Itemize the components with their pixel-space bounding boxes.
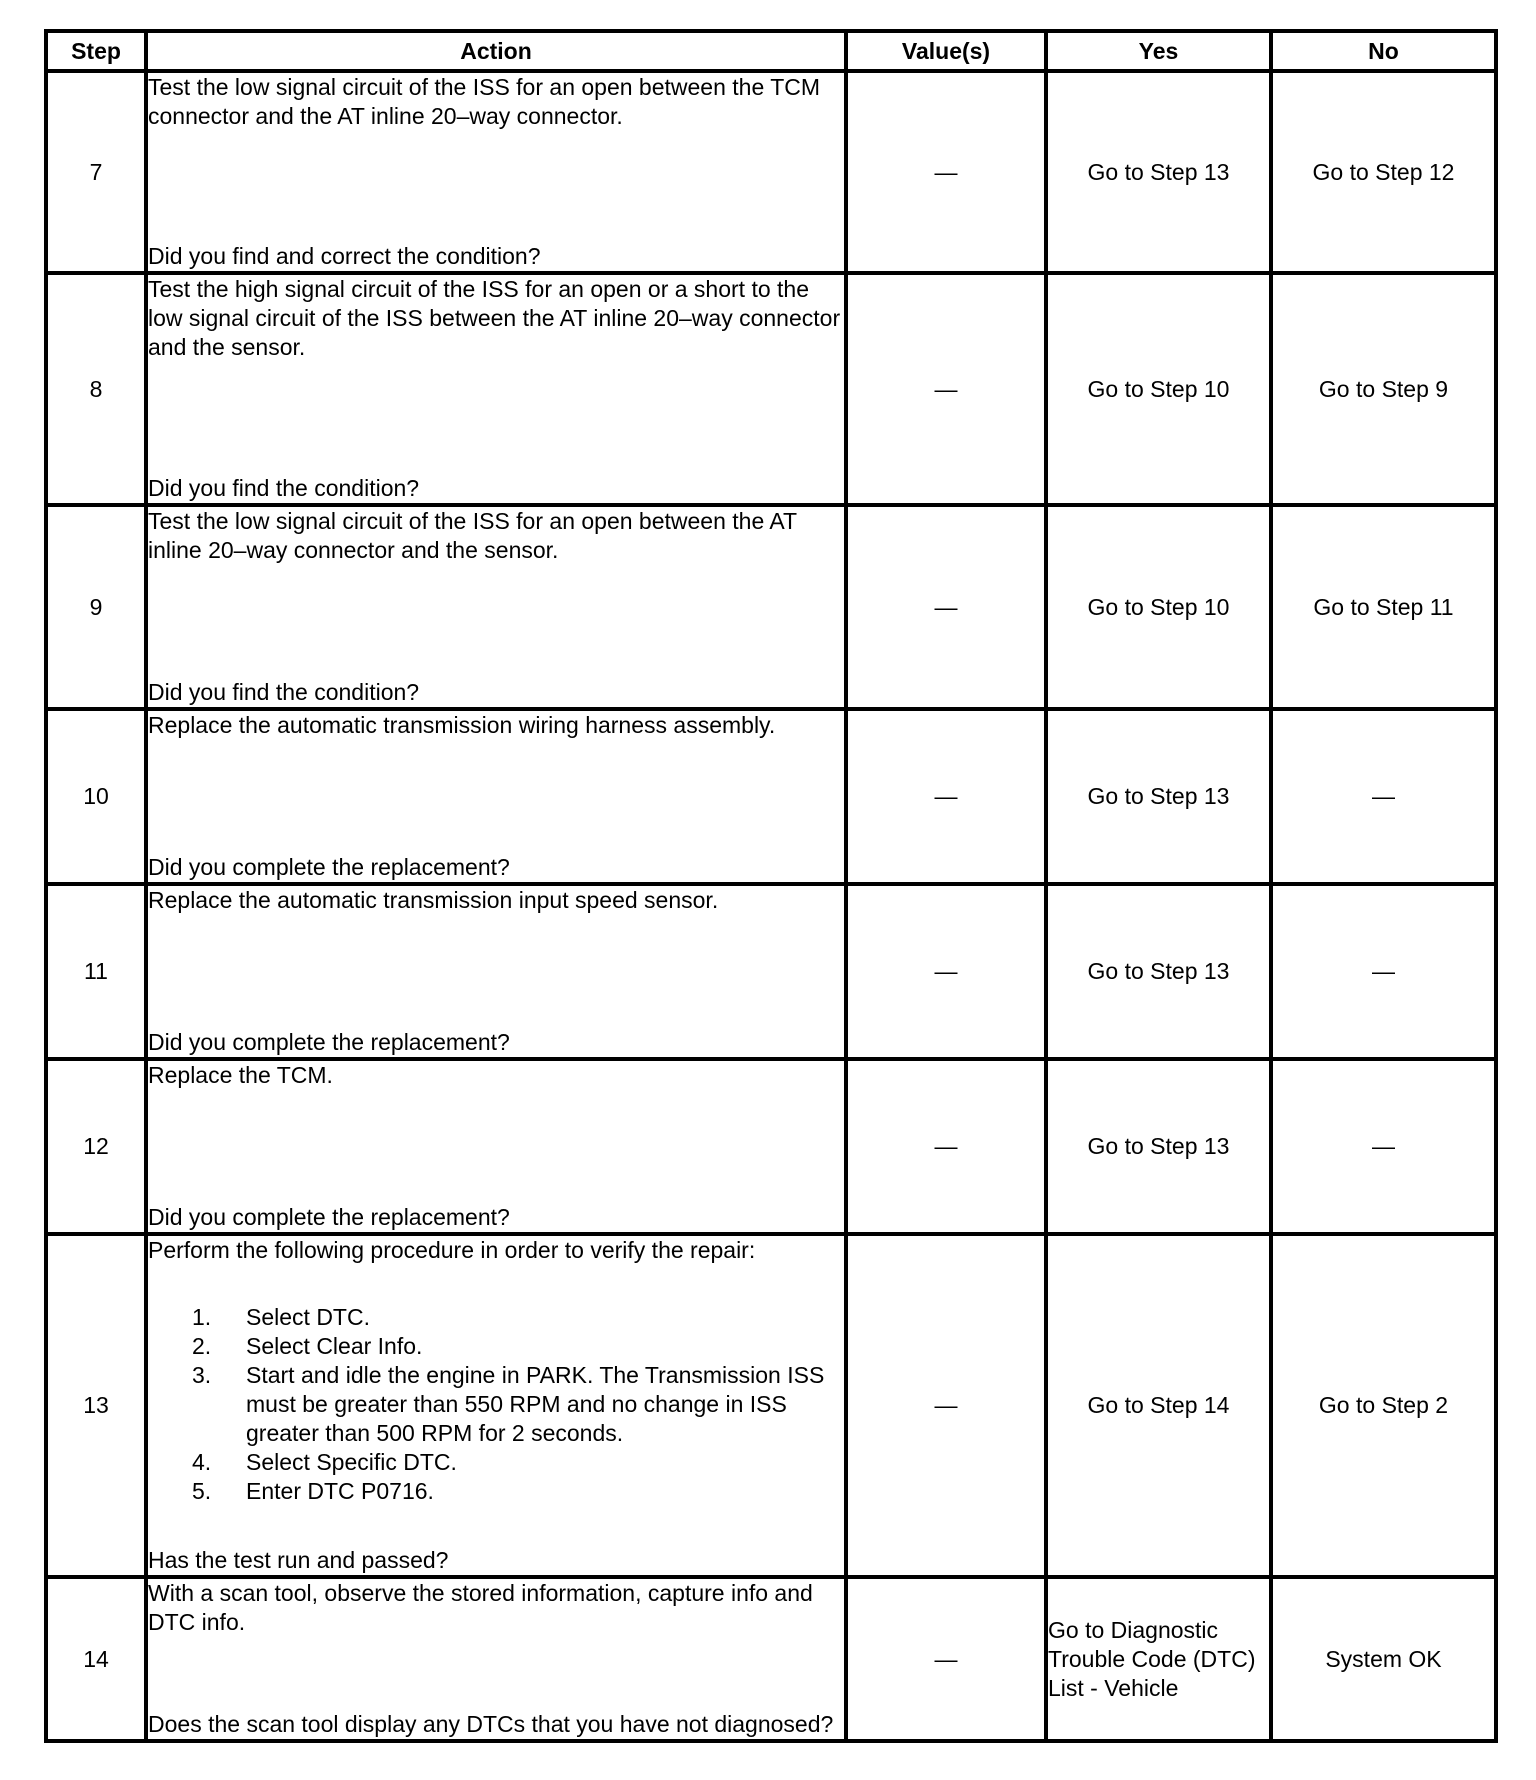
table-row-step-9 (46, 505, 1496, 709)
no-cell: — (1271, 884, 1496, 1059)
action-text: Replace the automatic transmission wiring harness assembly. (148, 712, 776, 738)
action-cell (146, 273, 846, 505)
action-question: Has the test run and passed? (148, 1547, 449, 1573)
procedure-item: 3. Start and idle the engine in PARK. The Transmission ISS must be greater than 550 RPM and no change in ISS greater than 500 RPM for 2 seconds. (192, 1362, 825, 1446)
values-cell: — (846, 1577, 1046, 1741)
header-action: Action (146, 31, 846, 71)
header-no: No (1271, 31, 1496, 71)
no-cell: Go to Step 9 (1271, 273, 1496, 505)
step-number: 7 (46, 71, 146, 273)
no-cell: — (1271, 1059, 1496, 1234)
table-row-step-7 (46, 71, 1496, 273)
header-step: Step (46, 31, 146, 71)
yes-cell: Go to Step 13 (1046, 884, 1271, 1059)
action-cell (146, 709, 846, 884)
action-text: Replace the TCM. (148, 1062, 333, 1088)
action-question: Did you find the condition? (148, 475, 420, 501)
table-row-step-8 (46, 273, 1496, 505)
no-cell: Go to Step 11 (1271, 505, 1496, 709)
action-cell (146, 71, 846, 273)
action-cell (146, 505, 846, 709)
no-cell: Go to Step 2 (1271, 1234, 1496, 1577)
procedure-list (148, 1303, 844, 1506)
action-question: Does the scan tool display any DTCs that you have not diagnosed? (148, 1711, 834, 1737)
action-text: Test the high signal circuit of the ISS for an open or a short to the low signal circuit of the ISS between the AT inline 20–way connector and the sensor. (148, 276, 841, 360)
values-cell: — (846, 273, 1046, 505)
header-values: Value(s) (846, 31, 1046, 71)
values-cell: — (846, 1234, 1046, 1577)
yes-cell: Go to Step 10 (1046, 505, 1271, 709)
step-number: 12 (46, 1059, 146, 1234)
action-question: Did you find the condition? (148, 679, 420, 705)
step-number: 11 (46, 884, 146, 1059)
action-text: With a scan tool, observe the stored information, capture info and DTC info. (148, 1580, 813, 1635)
no-cell: Go to Step 12 (1271, 71, 1496, 273)
table-row-step-12 (46, 1059, 1496, 1234)
values-cell: — (846, 505, 1046, 709)
action-question: Did you complete the replacement? (148, 854, 510, 880)
table-row-step-13 (46, 1234, 1496, 1577)
action-cell (146, 884, 846, 1059)
action-cell (146, 1059, 846, 1234)
procedure-item: 4. Select Specific DTC. (192, 1449, 457, 1475)
procedure-item: 1. Select DTC. (192, 1304, 370, 1330)
action-text: Test the low signal circuit of the ISS for an open between the AT inline 20–way connector and the sensor. (148, 508, 797, 563)
table-row-step-11 (46, 884, 1496, 1059)
values-cell: — (846, 71, 1046, 273)
no-cell: System OK (1271, 1577, 1496, 1741)
action-question: Did you complete the replacement? (148, 1029, 510, 1055)
step-number: 9 (46, 505, 146, 709)
action-text: Perform the following procedure in order to verify the repair: (148, 1237, 756, 1263)
action-text: Test the low signal circuit of the ISS for an open between the TCM connector and the AT inline 20–way connector. (148, 74, 821, 129)
header-row (46, 31, 1496, 71)
yes-cell: Go to Diagnostic Trouble Code (DTC) List - Vehicle (1046, 1577, 1271, 1741)
yes-cell: Go to Step 13 (1046, 71, 1271, 273)
step-number: 14 (46, 1577, 146, 1741)
step-number: 8 (46, 273, 146, 505)
diagnostic-table (44, 29, 1498, 1743)
values-cell: — (846, 1059, 1046, 1234)
step-number: 10 (46, 709, 146, 884)
table-row-step-14 (46, 1577, 1496, 1741)
yes-cell: Go to Step 13 (1046, 709, 1271, 884)
action-text: Replace the automatic transmission input speed sensor. (148, 887, 719, 913)
action-cell (146, 1234, 846, 1577)
header-yes: Yes (1046, 31, 1271, 71)
step-number: 13 (46, 1234, 146, 1577)
yes-cell: Go to Step 14 (1046, 1234, 1271, 1577)
no-cell: — (1271, 709, 1496, 884)
action-question: Did you find and correct the condition? (148, 243, 541, 269)
action-question: Did you complete the replacement? (148, 1204, 510, 1230)
action-cell (146, 1577, 846, 1741)
values-cell: — (846, 709, 1046, 884)
table-row-step-10 (46, 709, 1496, 884)
yes-cell: Go to Step 10 (1046, 273, 1271, 505)
procedure-item: 2. Select Clear Info. (192, 1333, 423, 1359)
values-cell: — (846, 884, 1046, 1059)
procedure-item: 5. Enter DTC P0716. (192, 1478, 434, 1504)
yes-cell: Go to Step 13 (1046, 1059, 1271, 1234)
